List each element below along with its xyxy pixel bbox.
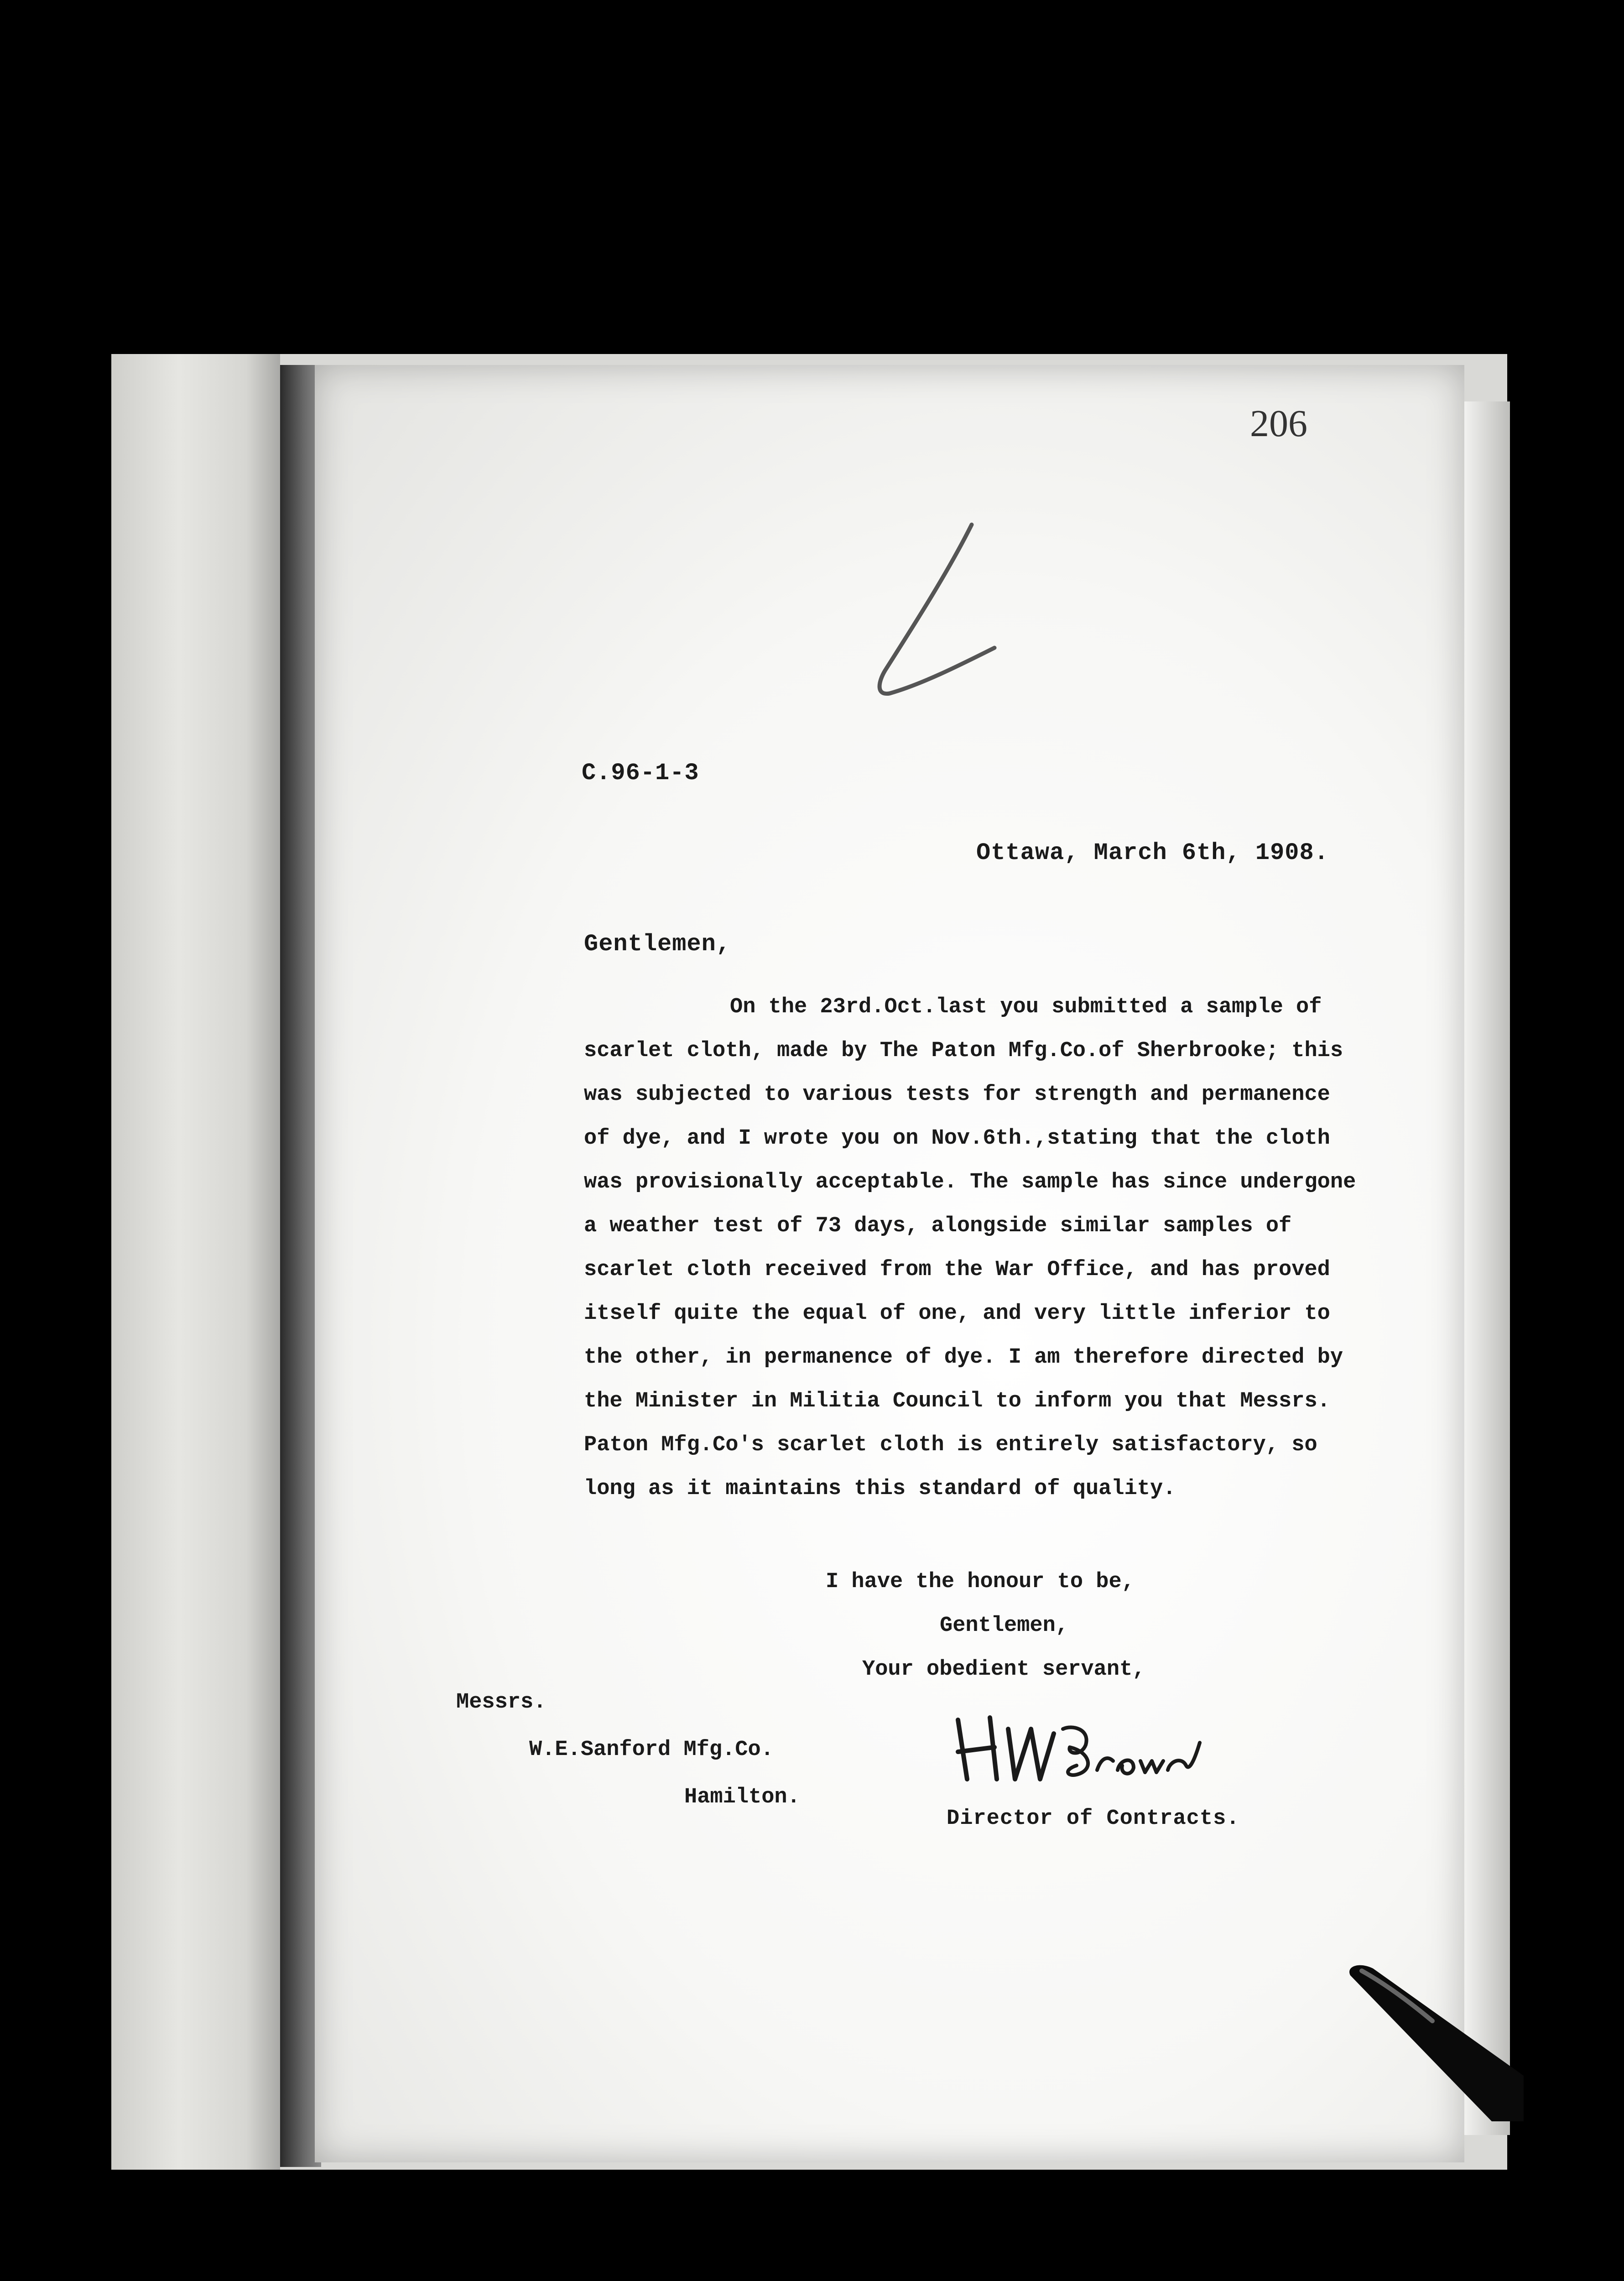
body-line: Paton Mfg.Co's scarlet cloth is entirely satisfactory, so xyxy=(584,1433,1317,1457)
body-line: the Minister in Militia Council to inform you that Messrs. xyxy=(584,1389,1330,1413)
salutation: Gentlemen, xyxy=(584,931,731,958)
body-line: itself quite the equal of one, and very little inferior to xyxy=(584,1302,1330,1326)
addressee-name: W.E.Sanford Mfg.Co. xyxy=(529,1738,774,1762)
body-line: the other, in permanence of dye. I am therefore directed by xyxy=(584,1345,1343,1370)
addressee-prefix: Messrs. xyxy=(456,1690,547,1714)
body-line: long as it maintains this standard of quality. xyxy=(584,1477,1176,1501)
body-line: of dye, and I wrote you on Nov.6th.,stating that the cloth xyxy=(584,1126,1330,1151)
body-line: was subjected to various tests for strength and permanence xyxy=(584,1083,1330,1107)
body-line: was provisionally acceptable. The sample has since undergone xyxy=(584,1170,1356,1194)
pen-tip-object xyxy=(1341,1957,1524,2121)
letter-body xyxy=(584,985,1387,1511)
addressee-city: Hamilton. xyxy=(684,1785,800,1809)
signer-title: Director of Contracts. xyxy=(947,1807,1240,1831)
addressee-block xyxy=(456,1679,800,1821)
file-reference: C.96-1-3 xyxy=(582,760,699,786)
closing-line: Gentlemen, xyxy=(940,1614,1069,1638)
left-binding-pages xyxy=(111,354,280,2170)
closing-block xyxy=(826,1560,1145,1692)
page-number: 206 xyxy=(1250,402,1307,445)
body-line: scarlet cloth, made by The Paton Mfg.Co.of Sherbrooke; this xyxy=(584,1039,1343,1063)
handwritten-signature xyxy=(940,1702,1204,1793)
body-line: a weather test of 73 days, alongside similar samples of xyxy=(584,1214,1292,1238)
closing-line: I have the honour to be, xyxy=(826,1570,1135,1594)
body-line: On the 23rd.Oct.last you submitted a sample of xyxy=(730,995,1322,1019)
letter-date: Ottawa, March 6th, 1908. xyxy=(976,839,1329,866)
check-mark-icon xyxy=(858,516,1004,707)
body-line: scarlet cloth received from the War Office, and has proved xyxy=(584,1258,1330,1282)
closing-line: Your obedient servant, xyxy=(862,1657,1145,1682)
